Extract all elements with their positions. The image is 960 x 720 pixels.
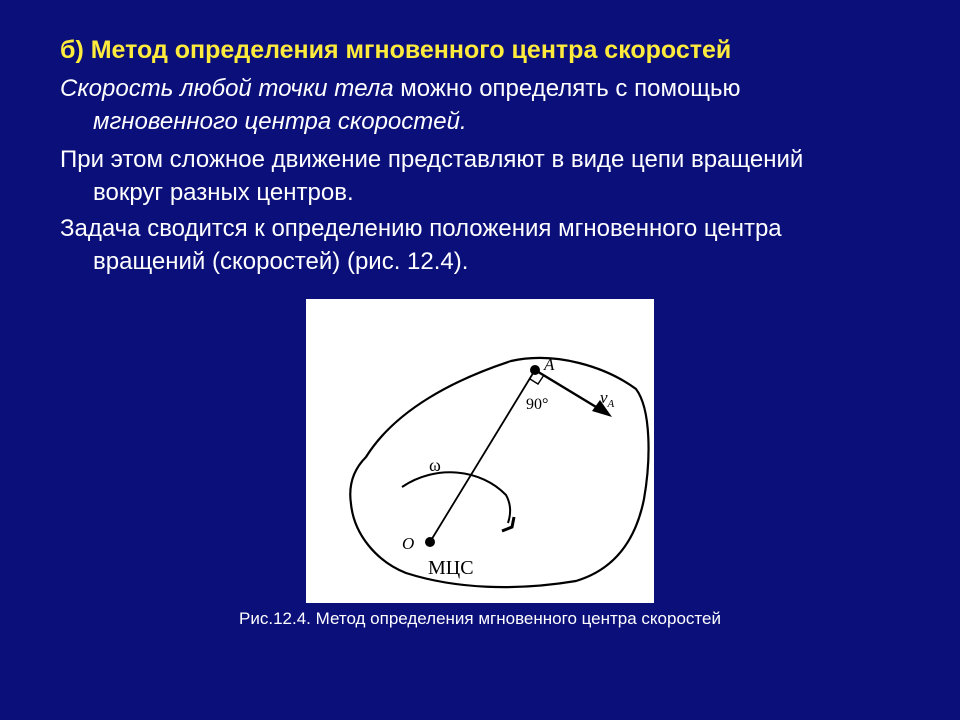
diagram-svg: [306, 299, 654, 603]
velocity-subscript: A: [607, 398, 615, 410]
omega-arc-tip: [502, 517, 514, 531]
paragraph-complex-motion: [60, 143, 920, 209]
point-o: [425, 537, 435, 547]
velocity-letter: v: [600, 388, 608, 407]
instant-center-label: МЦС: [428, 557, 474, 579]
angle-label: 90°: [526, 396, 549, 413]
slide-heading: б) Метод определения мгновенного центра скоростей: [60, 36, 732, 64]
figure-instant-center: [306, 299, 654, 603]
paragraph-task: [60, 212, 920, 278]
paragraph-1-rest: можно определять с помощью: [393, 75, 741, 102]
point-o-label: O: [402, 534, 415, 553]
paragraph-1-italic: Скорость любой точки тела: [60, 75, 394, 102]
paragraph-3-line1: Задача сводится к определению положения мгновенного центра: [60, 215, 782, 242]
paragraph-3-line2: вращений (скоростей) (рис. 12.4).: [93, 248, 469, 275]
point-a: [530, 365, 540, 375]
paragraph-velocity-method: [60, 72, 920, 138]
paragraph-1-line2: мгновенного центра скоростей.: [93, 108, 467, 135]
paragraph-2-line2: вокруг разных центров.: [93, 179, 354, 206]
figure-caption: Рис.12.4. Метод определения мгновенного центра скоростей: [239, 609, 721, 628]
velocity-label: [600, 388, 615, 410]
point-a-label: A: [544, 355, 555, 374]
radius-line-oa: [430, 370, 535, 542]
omega-label: ω: [429, 455, 441, 475]
paragraph-2-line1: При этом сложное движение представляют в виде цепи вращений: [60, 146, 804, 173]
